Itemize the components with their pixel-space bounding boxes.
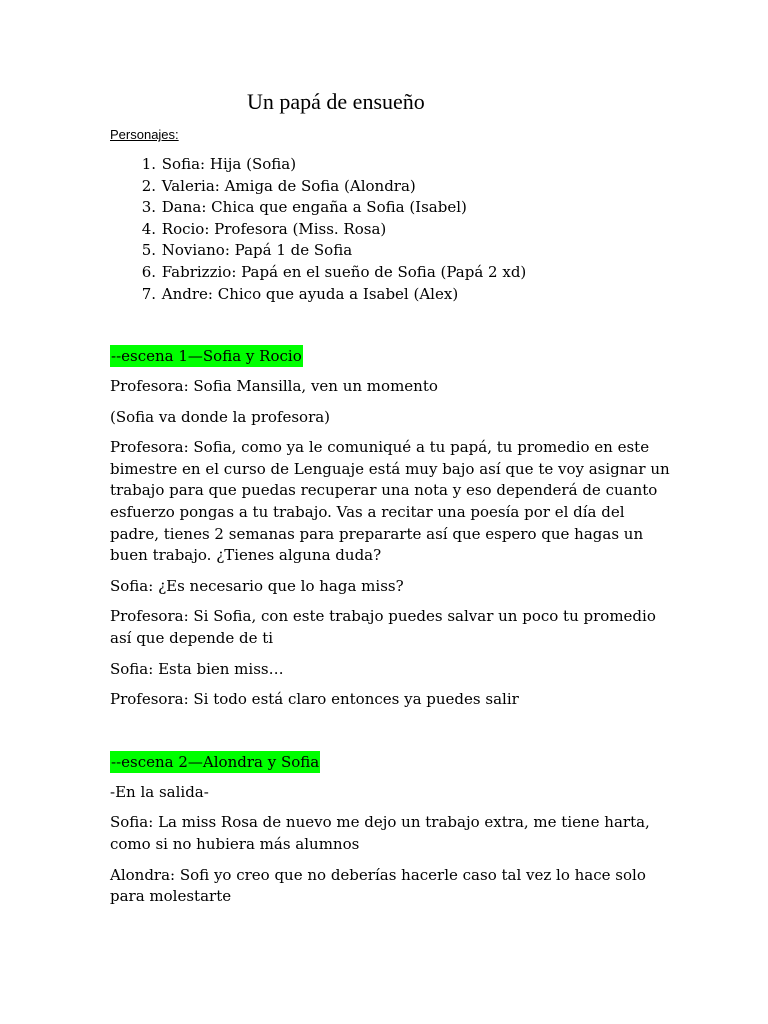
stage-direction: -En la salida- <box>110 782 209 801</box>
list-item-number: 7. <box>141 284 156 303</box>
scene-spacer <box>110 720 670 751</box>
dialogue-line: Sofia: ¿Es necesario que lo haga miss? <box>110 576 404 595</box>
list-item-number: 2. <box>141 176 156 195</box>
list-item-text: Fabrizzio: Papá en el sueño de Sofia (Papá 2 xd) <box>161 262 527 281</box>
list-item-text: Noviano: Papá 1 de Sofia <box>161 241 353 260</box>
dialogue-line: Profesora: Sofia, como ya le comuniqué a tu papá, tu promedio en este bimestre en el curso de Lenguaje está muy bajo así que te voy asignar un trabajo para que puedas recuperar una nota y eso dependerá de cuanto esfuerzo pongas a tu trabajo. Vas a recitar una poesía por el día del padre, tienes 2 semanas para prepararte así que espero que hagas un buen trabajo. ¿Tienes alguna duda? <box>110 438 670 565</box>
list-item-number: 3. <box>141 198 156 217</box>
stage-direction: (Sofia va donde la profesora) <box>110 407 331 426</box>
dialogue-line: Sofia: Esta bien miss… <box>110 659 284 678</box>
script-content <box>110 345 670 917</box>
list-item-text: Rocio: Profesora (Miss. Rosa) <box>161 219 387 238</box>
list-item <box>112 197 526 219</box>
list-item-text: Valeria: Amiga de Sofia (Alondra) <box>161 176 416 195</box>
scene-1 <box>110 345 670 711</box>
list-item-number: 5. <box>141 241 156 260</box>
list-item-text: Dana: Chica que engaña a Sofia (Isabel) <box>161 198 467 217</box>
list-item <box>112 240 526 262</box>
list-item-text: Sofia: Hija (Sofia) <box>161 155 297 173</box>
list-item <box>112 284 526 306</box>
characters-label: Personajes: <box>110 127 179 142</box>
list-item-number: 4. <box>141 219 156 238</box>
dialogue-line: Profesora: Sofia Mansilla, ven un momento <box>110 377 438 395</box>
scene-header: --escena 2—Alondra y Sofia <box>111 752 320 771</box>
dialogue-line: Alondra: Sofi yo creo que no deberías hacerle caso tal vez lo hace solo para molestarte <box>110 865 646 906</box>
list-item-number: 6. <box>141 262 156 281</box>
document-title: Un papá de ensueño <box>247 89 425 114</box>
list-item-number: 1. <box>141 155 156 173</box>
list-item <box>112 154 526 176</box>
dialogue-line: Sofia: La miss Rosa de nuevo me dejo un trabajo extra, me tiene harta, como si no hubiera más alumnos <box>110 813 650 853</box>
list-item <box>112 262 526 284</box>
list-item <box>112 176 526 198</box>
list-item-text: Andre: Chico que ayuda a Isabel (Alex) <box>161 284 459 303</box>
scene-header: --escena 1—Sofia y Rocio <box>111 347 302 365</box>
dialogue-line: Profesora: Si todo está claro entonces ya puedes salir <box>110 690 519 709</box>
list-item <box>112 219 526 241</box>
dialogue-line: Profesora: Si Sofia, con este trabajo puedes salvar un poco tu promedio así que depende de ti <box>110 607 656 647</box>
scene-2 <box>110 751 670 908</box>
characters-list <box>112 154 526 305</box>
